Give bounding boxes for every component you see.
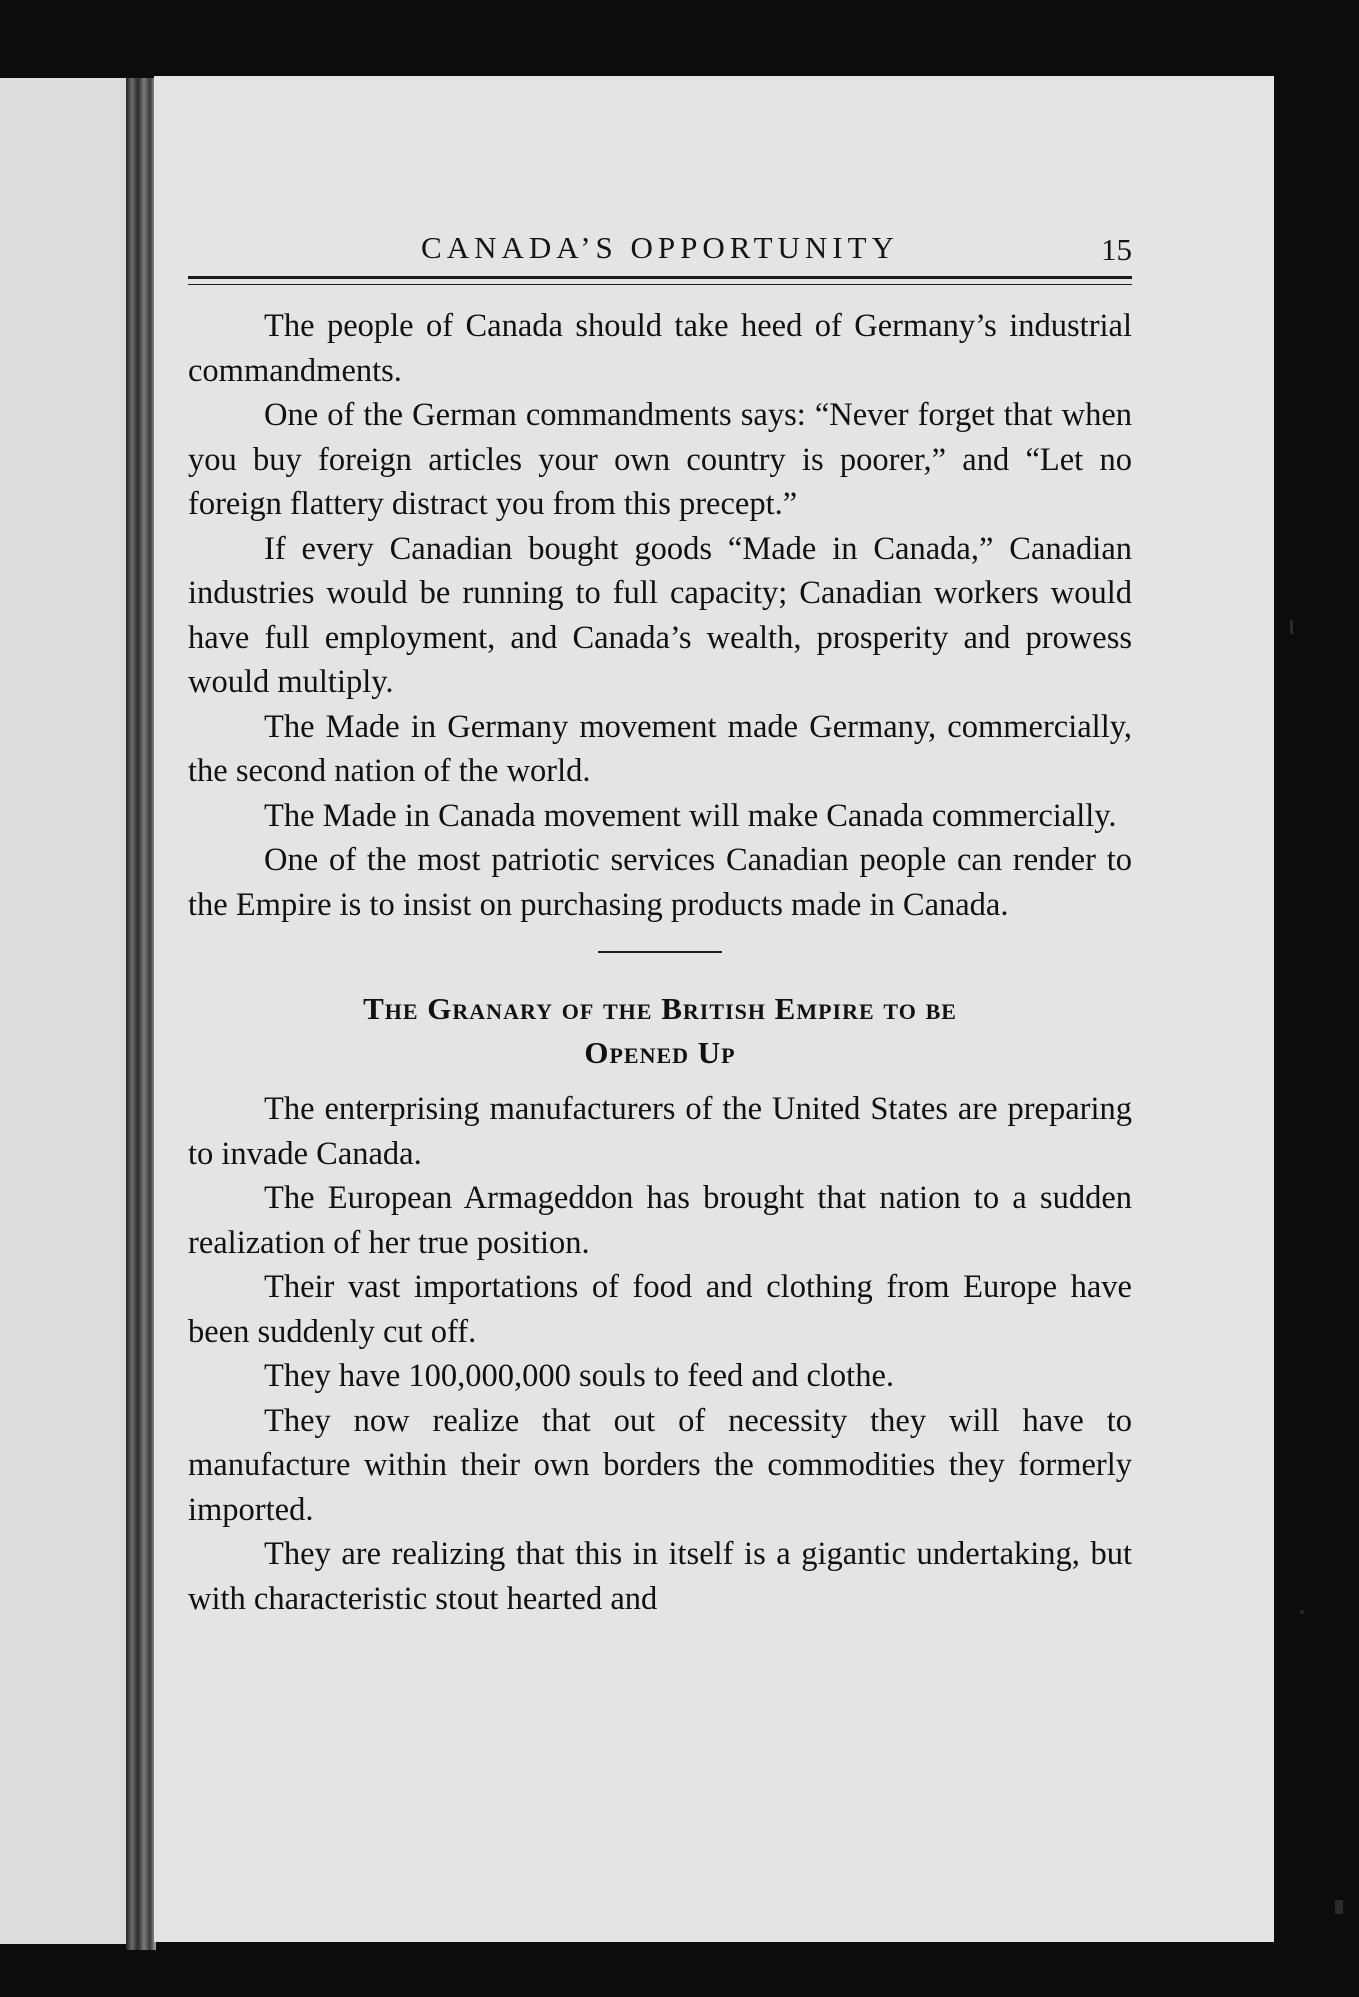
section-divider (598, 951, 722, 953)
paragraph: They are realizing that this in itself is a gigantic undertaking, but with characteristic stout hearted and (188, 1536, 1132, 1617)
body-text (188, 304, 1132, 1621)
margin-speck (1335, 1900, 1343, 1914)
section-heading (188, 987, 1132, 1075)
margin-speck (1290, 620, 1293, 634)
paragraph: The Made in Germany movement made Germany, commercially, the second nation of the world. (188, 708, 1132, 789)
paragraph: Their vast importations of food and clothing from Europe have been suddenly cut off. (188, 1269, 1132, 1350)
paragraph: One of the most patriotic services Canadian people can render to the Empire is to insist on purchasing products made in Canada. (188, 842, 1132, 923)
running-header (188, 230, 1132, 270)
paragraph: If every Canadian bought goods “Made in Canada,” Canadian industries would be running to full capacity; Canadian workers would have full employment, and Canada’s wealth, prosperity and prowess would multiply. (188, 530, 1132, 700)
facing-page-edge (0, 78, 128, 1944)
header-rule-thick (188, 276, 1132, 279)
margin-speck (1300, 1610, 1304, 1614)
paragraph: The enterprising manufacturers of the United States are preparing to invade Canada. (188, 1091, 1132, 1172)
page-number: 15 (1101, 232, 1132, 267)
running-title: CANADA’S OPPORTUNITY (421, 230, 899, 265)
book-gutter (126, 78, 156, 1950)
paragraph: They have 100,000,000 souls to feed and clothe. (264, 1358, 894, 1394)
header-rule-thin (188, 284, 1132, 285)
paragraph: The people of Canada should take heed of Germany’s industrial commandments. (188, 308, 1132, 389)
section-heading-line: Opened Up (584, 1035, 736, 1070)
paragraph: The European Armageddon has brought that nation to a sudden realization of her true position. (188, 1180, 1132, 1261)
paragraph: The Made in Canada movement will make Canada commercially. (264, 797, 1117, 834)
section-heading-line: The Granary of the British Empire to be (363, 991, 957, 1026)
paragraph: One of the German commandments says: “Never forget that when you buy foreign articles your own country is poorer,” and “Let no foreign flattery distract you from this precept.” (188, 397, 1132, 522)
paragraph: They now realize that out of necessity they will have to manufacture within their own borders the commodities they formerly imported. (188, 1402, 1132, 1528)
